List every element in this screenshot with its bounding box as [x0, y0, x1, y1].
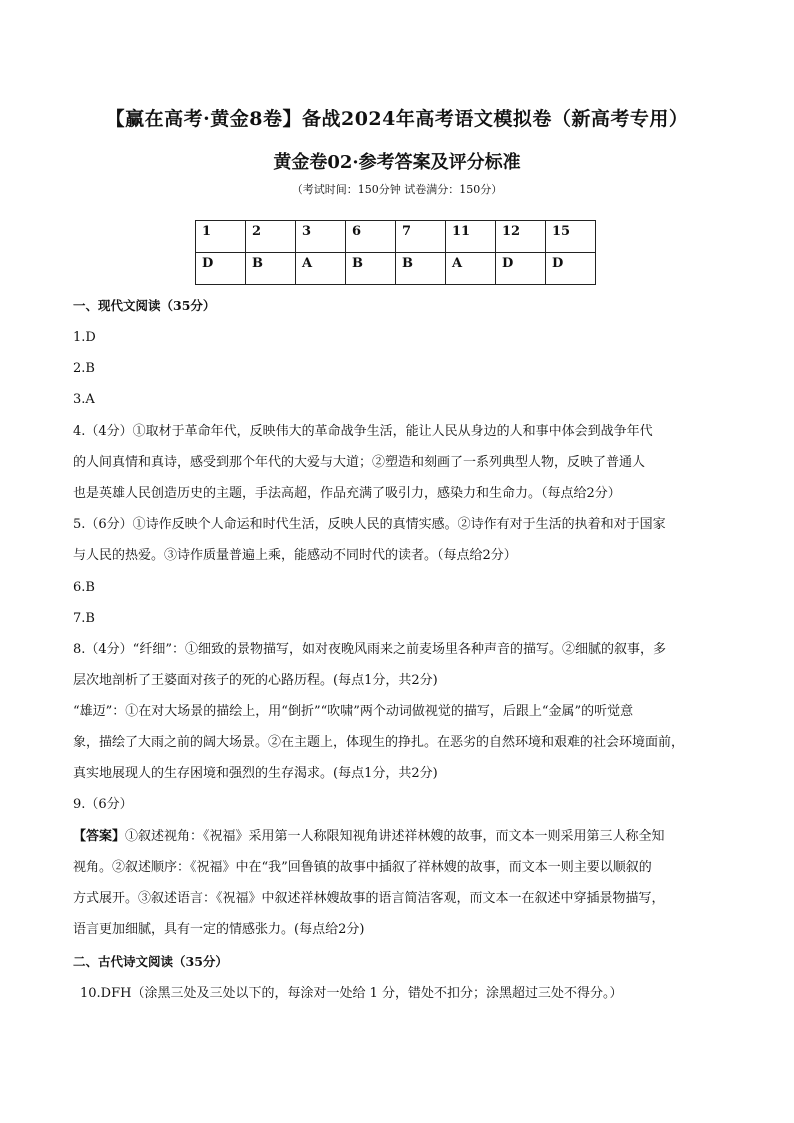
question-number-cell: 2	[246, 221, 296, 253]
answer-q1: 1.D	[73, 330, 96, 345]
answer-cell: D	[546, 253, 596, 285]
section-heading-modern-reading: 一、现代文阅读（35分）	[73, 298, 216, 313]
answer-q5-line: 与人民的热爱。③诗作质量普遍上乘，能感动不同时代的读者。（每点给2分）	[73, 548, 517, 563]
answer-cell: A	[446, 253, 496, 285]
answer-q3: 3.A	[73, 392, 95, 407]
document-title: 【赢在高考·黄金8卷】备战2024年高考语文模拟卷（新高考专用）	[105, 108, 689, 130]
answer-key-table	[195, 220, 596, 285]
answer-cell: D	[496, 253, 546, 285]
question-number-cell: 11	[446, 221, 496, 253]
answer-q8-line: “雄迈”：①在对大场景的描绘上，用“倒折”“吹啸”两个动词做视觉的描写，后跟上“金属”的听觉意	[73, 704, 634, 719]
answer-q4-line: 4.（4分）①取材于革命年代，反映伟大的革命战争生活，能让人民从身边的人和事中体会到战争年代	[73, 424, 653, 439]
answer-q9-line: 语言更加细腻，具有一定的情感张力。(每点给2分)	[73, 922, 365, 937]
answer-row	[196, 253, 596, 285]
answer-q4-line: 也是英雄人民创造历史的主题，手法高超，作品充满了吸引力，感染力和生命力。（每点给2分）	[73, 486, 621, 501]
answer-q9-line: 方式展开。③叙述语言：《祝福》中叙述祥林嫂故事的语言简洁客观，而文本一在叙述中穿插景物描写，	[73, 891, 665, 906]
answer-q10: 10.DFH（涂黑三处及三处以下的，每涂对一处给 1 分，错处不扣分；涂黑超过三处不得分。）	[80, 986, 623, 1001]
answer-label: 【答案】	[73, 829, 126, 844]
answer-cell: B	[246, 253, 296, 285]
answer-cell: B	[396, 253, 446, 285]
answer-q8-line: 象，描绘了大雨之前的阔大场景。②在主题上，体现生的挣扎。在恶劣的自然环境和艰难的社会环境面前，	[73, 735, 685, 750]
answer-q7: 7.B	[73, 611, 95, 626]
answer-cell: B	[346, 253, 396, 285]
answer-q8-line: 8.（4分）“纤细”：①细致的景物描写，如对夜晚风雨来之前麦场里各种声音的描写。②细腻的叙事，多	[73, 642, 666, 657]
answer-q9-line: 视角。②叙述顺序：《祝福》中在“我”回鲁镇的故事中插叙了祥林嫂的故事，而文本一则主要以顺叙的	[73, 860, 652, 875]
question-number-cell: 7	[396, 221, 446, 253]
answer-q6: 6.B	[73, 580, 95, 595]
answer-q2: 2.B	[73, 361, 95, 376]
question-number-cell: 1	[196, 221, 246, 253]
answer-q5-line: 5.（6分）①诗作反映个人命运和时代生活，反映人民的真情实感。②诗作有对于生活的执着和对于国家	[73, 517, 666, 532]
question-number-cell: 15	[546, 221, 596, 253]
answer-q8-line: 真实地展现人的生存困境和强烈的生存渴求。(每点1分，共2分)	[73, 766, 438, 781]
answer-cell: D	[196, 253, 246, 285]
answer-q8-line: 层次地剖析了王婆面对孩子的死的心路历程。(每点1分，共2分)	[73, 673, 438, 688]
question-number-row	[196, 221, 596, 253]
exam-info: （考试时间：150分钟 试卷满分：150分）	[291, 183, 503, 196]
document-subtitle: 黄金卷02·参考答案及评分标准	[273, 152, 521, 173]
answer-q9-text: ①叙述视角：《祝福》采用第一人称限知视角讲述祥林嫂的故事，而文本一则采用第三人称全知	[125, 829, 665, 844]
answer-q9-heading: 9.（6分）	[73, 797, 133, 812]
question-number-cell: 3	[296, 221, 346, 253]
answer-cell: A	[296, 253, 346, 285]
section-heading-classical-reading: 二、古代诗文阅读（35分）	[73, 954, 228, 969]
answer-q9-line	[73, 828, 733, 846]
question-number-cell: 6	[346, 221, 396, 253]
question-number-cell: 12	[496, 221, 546, 253]
answer-q4-line: 的人间真情和真诗，感受到那个年代的大爱与大道；②塑造和刻画了一系列典型人物，反映了普通人	[73, 455, 646, 470]
